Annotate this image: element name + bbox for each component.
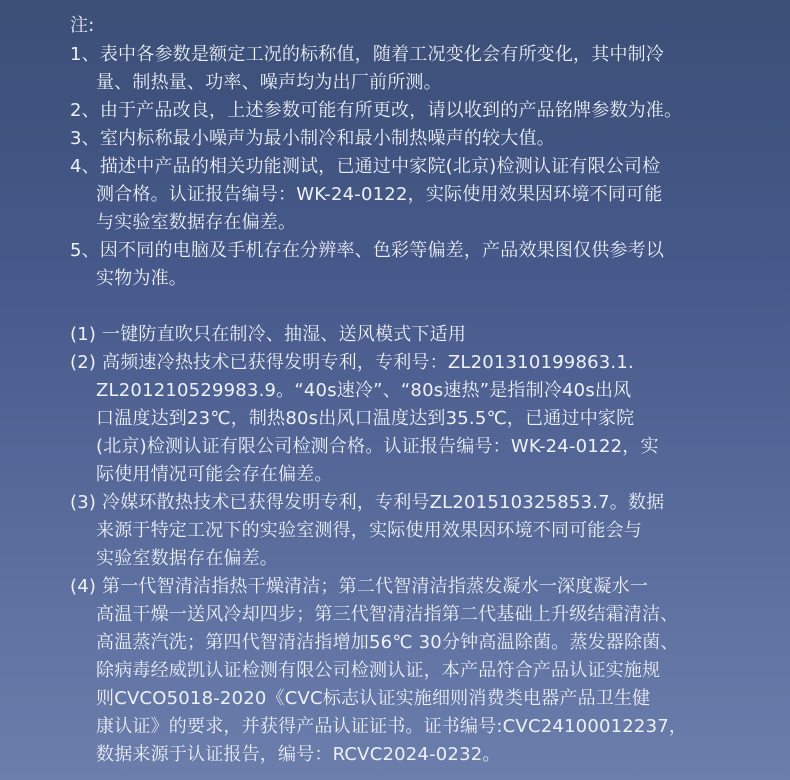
footnote-line: 数据来源于认证报告，编号：RCVC2024-0232。 — [96, 744, 501, 765]
note-line: 测合格。认证报告编号：WK-24-0122，实际使用效果因环境不同可能 — [96, 184, 663, 205]
note-line: 2、由于产品改良，上述参数可能有所更改，请以收到的产品铭牌参数为准。 — [70, 100, 683, 121]
footnote-line: 际使用情况可能会存在偏差。 — [96, 464, 333, 485]
footnote-line: 康认证》的要求，并获得产品认证证书。证书编号:CVC24100012237， — [96, 716, 688, 737]
footnote-line: 来源于特定工况下的实验室测得，实际使用效果因环境不同可能会与 — [96, 520, 642, 541]
footnote-line: 实验室数据存在偏差。 — [96, 548, 278, 569]
note-line: 4、描述中产品的相关功能测试，已通过中家院(北京)检测认证有限公司检 — [70, 156, 661, 177]
note-line: 3、室内标称最小噪声为最小制冷和最小制热噪声的较大值。 — [70, 128, 555, 149]
footnote-line: 口温度达到23℃，制热80s出风口温度达到35.5℃，已通过中家院 — [96, 408, 635, 429]
note-line: 5、因不同的电脑及手机存在分辨率、色彩等偏差，产品效果图仅供参考以 — [70, 240, 665, 261]
footnote-line: 除病毒经威凯认证检测有限公司检测认证，本产品符合产品认证实施规 — [96, 660, 661, 681]
footnote-line: (4) 第一代智清洁指热干燥清洁；第二代智清洁指蒸发凝水一深度凝水一 — [70, 576, 649, 597]
note-line: 量、制热量、功率、噪声均为出厂前所测。 — [96, 72, 442, 93]
footnote-line: (2) 高频速冷热技术已获得发明专利，专利号：ZL201310199863.1. — [70, 352, 634, 373]
footnote-line: (1) 一键防直吹只在制冷、抽湿、送风模式下适用 — [70, 324, 467, 345]
footnote-line: (北京)检测认证有限公司检测合格。认证报告编号：WK-24-0122，实 — [96, 436, 659, 457]
notes-heading: 注: — [70, 15, 95, 36]
footnote-line: ZL201210529983.9。“40s速冷”、“80s速热”是指制冷40s出风 — [96, 380, 632, 401]
note-line: 实物为准。 — [96, 268, 187, 289]
footnote-line: 高温干燥一送风冷却四步；第三代智清洁指第二代基础上升级结霜清洁、 — [96, 604, 679, 625]
footnote-line: 则CVCO5018-2020《CVC标志认证实施细则消费类电器产品卫生健 — [96, 688, 651, 709]
footnote-line: 高温蒸汽洗；第四代智清洁指增加56℃ 30分钟高温除菌。蒸发器除菌、 — [96, 632, 679, 653]
note-line: 1、表中各参数是额定工况的标称值，随着工况变化会有所变化，其中制冷 — [70, 44, 665, 65]
note-line: 与实验室数据存在偏差。 — [96, 212, 297, 233]
footnote-line: (3) 冷媒环散热技术已获得发明专利，专利号ZL201510325853.7。数据 — [70, 492, 665, 513]
